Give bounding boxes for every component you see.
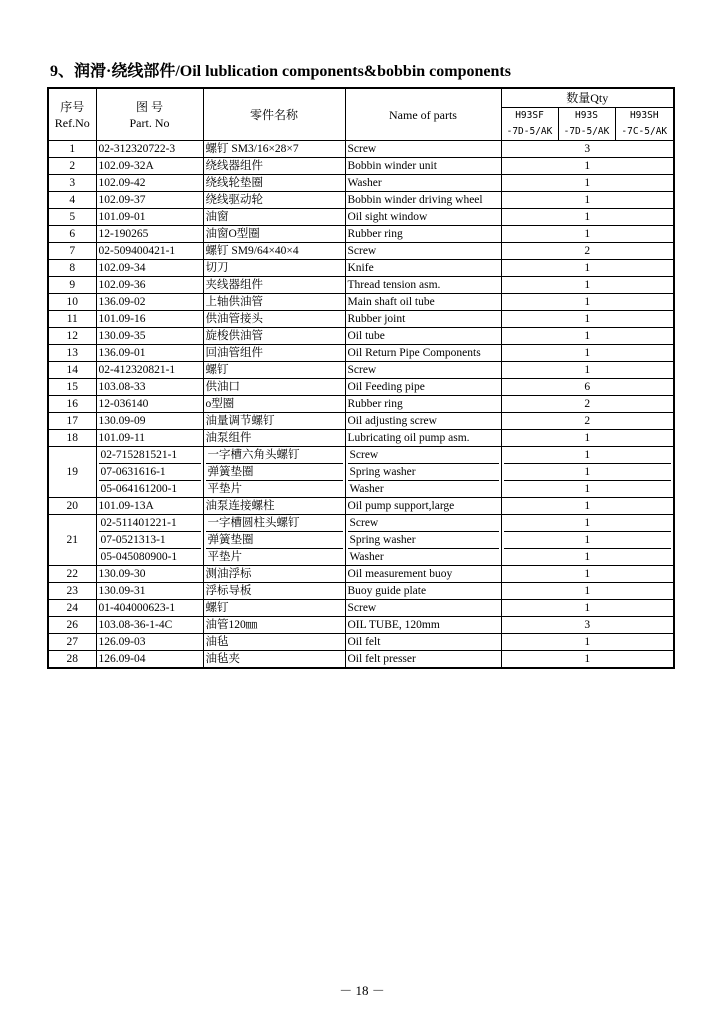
part-no-cell: [96, 515, 203, 566]
ref-no-cell: 20: [48, 498, 96, 515]
table-row: [48, 311, 674, 328]
qty-cell: 3: [501, 617, 674, 634]
name-en-cell: Screw: [345, 141, 501, 158]
table-row: [48, 328, 674, 345]
part-no-cell: 12-036140: [96, 396, 203, 413]
ref-no-cell: 27: [48, 634, 96, 651]
header-part-en: Part. No: [129, 115, 170, 130]
ref-no-cell: 12: [48, 328, 96, 345]
ref-no-cell: 1: [48, 141, 96, 158]
table-row: [48, 209, 674, 226]
qty-cell: 1: [501, 566, 674, 583]
qty-cell: 1: [501, 277, 674, 294]
model-1-line2: -7D-5/AK: [506, 126, 553, 137]
name-en-cell: Lubricating oil pump asm.: [345, 430, 501, 447]
name-en-cell: [345, 447, 501, 498]
ref-no-cell: 6: [48, 226, 96, 243]
header-name-en: Name of parts: [345, 88, 501, 141]
qty-cell: 1: [501, 158, 674, 175]
qty-cell: 6: [501, 379, 674, 396]
name-cn-cell: o型圈: [203, 396, 345, 413]
name-en-cell: Main shaft oil tube: [345, 294, 501, 311]
part-no-cell: 102.09-34: [96, 260, 203, 277]
ref-no-cell: 16: [48, 396, 96, 413]
table-row: [48, 226, 674, 243]
name-cn-line: 一字槽六角头螺钉: [207, 449, 300, 461]
part-no-line: 07-0521313-1: [99, 531, 201, 548]
name-en-line: Spring washer: [348, 463, 499, 480]
name-en-cell: Thread tension asm.: [345, 277, 501, 294]
qty-cell: [501, 447, 674, 498]
name-cn-cell: 切刀: [203, 260, 345, 277]
qty-cell: 1: [501, 634, 674, 651]
qty-line: 1: [504, 480, 672, 497]
header-model-3: [615, 108, 674, 141]
part-no-cell: 102.09-36: [96, 277, 203, 294]
name-en-line: Spring washer: [348, 531, 499, 548]
parts-table-body: [48, 141, 674, 669]
name-en-cell: Oil sight window: [345, 209, 501, 226]
name-cn-cell: 油量调节螺钉: [203, 413, 345, 430]
table-row: [48, 141, 674, 158]
part-no-line: 05-045080900-1: [99, 548, 201, 565]
part-no-cell: 126.09-03: [96, 634, 203, 651]
name-en-cell: Rubber ring: [345, 226, 501, 243]
ref-no-cell: 17: [48, 413, 96, 430]
name-en-cell: Rubber joint: [345, 311, 501, 328]
name-en-cell: Knife: [345, 260, 501, 277]
qty-cell: [501, 515, 674, 566]
qty-cell: 1: [501, 192, 674, 209]
qty-line: 1: [584, 517, 591, 529]
name-cn-cell: 螺钉 SM9/64×40×4: [203, 243, 345, 260]
table-row: [48, 345, 674, 362]
qty-cell: 1: [501, 583, 674, 600]
table-row: [48, 243, 674, 260]
model-3-line2: -7C-5/AK: [621, 126, 668, 137]
model-2-line1: H93S: [575, 110, 598, 121]
name-cn-cell: 螺钉: [203, 362, 345, 379]
table-row: [48, 583, 674, 600]
name-en-line: Washer: [348, 548, 499, 565]
table-row: [48, 158, 674, 175]
qty-cell: 2: [501, 396, 674, 413]
ref-no-cell: 15: [48, 379, 96, 396]
ref-no-cell: 28: [48, 651, 96, 669]
name-en-cell: Rubber ring: [345, 396, 501, 413]
part-no-cell: 136.09-02: [96, 294, 203, 311]
name-cn-cell: 油毡: [203, 634, 345, 651]
ref-no-cell: 18: [48, 430, 96, 447]
part-no-cell: 103.08-36-1-4C: [96, 617, 203, 634]
ref-no-cell: 19: [48, 447, 96, 498]
name-cn-cell: 油泵连接螺柱: [203, 498, 345, 515]
name-en-cell: Oil Feeding pipe: [345, 379, 501, 396]
name-en-cell: Screw: [345, 362, 501, 379]
name-en-cell: Washer: [345, 175, 501, 192]
ref-no-cell: 14: [48, 362, 96, 379]
model-2-line2: -7D-5/AK: [563, 126, 610, 137]
name-en-line: Washer: [348, 480, 499, 497]
name-cn-line: 平垫片: [206, 480, 343, 497]
ref-no-cell: 3: [48, 175, 96, 192]
name-cn-line: 平垫片: [206, 548, 343, 565]
name-en-cell: [345, 515, 501, 566]
table-row: [48, 600, 674, 617]
name-cn-cell: 旋梭供油管: [203, 328, 345, 345]
qty-line: 1: [504, 531, 672, 548]
part-no-cell: 103.08-33: [96, 379, 203, 396]
part-no-line: 02-715281521-1: [100, 449, 178, 461]
ref-no-cell: 10: [48, 294, 96, 311]
part-no-cell: 101.09-16: [96, 311, 203, 328]
qty-cell: 2: [501, 243, 674, 260]
qty-cell: 1: [501, 209, 674, 226]
name-en-cell: Buoy guide plate: [345, 583, 501, 600]
name-en-cell: OIL TUBE, 120mm: [345, 617, 501, 634]
ref-no-cell: 9: [48, 277, 96, 294]
name-cn-cell: 浮标导板: [203, 583, 345, 600]
table-row: [48, 396, 674, 413]
name-cn-cell: 绕线器组件: [203, 158, 345, 175]
name-cn-cell: 螺钉: [203, 600, 345, 617]
name-cn-cell: 供油口: [203, 379, 345, 396]
name-cn-cell: 供油管接头: [203, 311, 345, 328]
name-cn-cell: 油管120㎜: [203, 617, 345, 634]
page-title: 9、润滑·绕线部件/Oil lublication components&bobbin components: [50, 63, 511, 80]
qty-cell: 1: [501, 328, 674, 345]
name-cn-cell: 油毡夹: [203, 651, 345, 669]
header-part-no: [96, 88, 203, 141]
name-cn-cell: 测油浮标: [203, 566, 345, 583]
table-row: [48, 413, 674, 430]
name-en-cell: Oil Return Pipe Components: [345, 345, 501, 362]
name-cn-cell: 回油管组件: [203, 345, 345, 362]
part-no-cell: 02-312320722-3: [96, 141, 203, 158]
part-no-cell: 102.09-42: [96, 175, 203, 192]
name-cn-cell: 夹线器组件: [203, 277, 345, 294]
qty-cell: 2: [501, 413, 674, 430]
qty-cell: 1: [501, 260, 674, 277]
name-en-cell: Bobbin winder driving wheel: [345, 192, 501, 209]
qty-line: 1: [504, 463, 672, 480]
header-name-cn: 零件名称: [203, 88, 345, 141]
part-no-cell: 130.09-09: [96, 413, 203, 430]
part-no-cell: [96, 447, 203, 498]
ref-no-cell: 13: [48, 345, 96, 362]
name-en-cell: Screw: [345, 243, 501, 260]
ref-no-cell: 26: [48, 617, 96, 634]
part-no-cell: 102.09-32A: [96, 158, 203, 175]
part-no-cell: 02-509400421-1: [96, 243, 203, 260]
name-en-line: Screw: [349, 517, 379, 529]
name-en-cell: Oil pump support,large: [345, 498, 501, 515]
header-qty: 数量Qty: [501, 88, 674, 108]
name-cn-cell: 上轴供油管: [203, 294, 345, 311]
name-cn-cell: 绕线驱动轮: [203, 192, 345, 209]
qty-cell: 1: [501, 226, 674, 243]
table-row: [48, 175, 674, 192]
name-en-cell: Oil measurement buoy: [345, 566, 501, 583]
part-no-cell: 130.09-31: [96, 583, 203, 600]
part-no-cell: 02-412320821-1: [96, 362, 203, 379]
ref-no-cell: 8: [48, 260, 96, 277]
name-en-cell: Oil felt: [345, 634, 501, 651]
table-row: [48, 634, 674, 651]
table-row: [48, 651, 674, 669]
part-no-cell: 101.09-01: [96, 209, 203, 226]
name-en-cell: Bobbin winder unit: [345, 158, 501, 175]
part-no-line: 07-0631616-1: [99, 463, 201, 480]
qty-cell: 1: [501, 651, 674, 669]
qty-cell: 1: [501, 175, 674, 192]
part-no-cell: 12-190265: [96, 226, 203, 243]
part-no-cell: 130.09-30: [96, 566, 203, 583]
name-en-cell: Oil felt presser: [345, 651, 501, 669]
model-1-line1: H93SF: [515, 110, 544, 121]
header-part-cn: 图 号: [135, 99, 163, 114]
part-no-cell: 101.09-11: [96, 430, 203, 447]
part-no-cell: 126.09-04: [96, 651, 203, 669]
qty-cell: 1: [501, 311, 674, 328]
name-en-cell: Oil adjusting screw: [345, 413, 501, 430]
part-no-cell: 101.09-13A: [96, 498, 203, 515]
ref-no-cell: 11: [48, 311, 96, 328]
name-cn-line: 一字槽圆柱头螺钉: [207, 517, 300, 529]
header-model-2: [558, 108, 615, 141]
part-no-cell: 136.09-01: [96, 345, 203, 362]
part-no-line: 05-064161200-1: [99, 480, 201, 497]
qty-line: 1: [504, 548, 672, 565]
name-cn-cell: 油泵组件: [203, 430, 345, 447]
ref-no-cell: 21: [48, 515, 96, 566]
name-cn-line: 弹簧垫圈: [206, 531, 343, 548]
table-row: [48, 362, 674, 379]
part-no-line: 02-511401221-1: [100, 517, 177, 529]
name-cn-cell: 油窗O型圈: [203, 226, 345, 243]
name-cn-cell: [203, 447, 345, 498]
ref-no-cell: 5: [48, 209, 96, 226]
table-row: [48, 379, 674, 396]
part-no-cell: 130.09-35: [96, 328, 203, 345]
qty-line: 1: [584, 449, 591, 461]
name-cn-cell: 绕线轮垫圈: [203, 175, 345, 192]
table-row: [48, 430, 674, 447]
part-no-cell: 01-404000623-1: [96, 600, 203, 617]
ref-no-cell: 4: [48, 192, 96, 209]
header-model-1: [501, 108, 558, 141]
name-cn-cell: 螺钉 SM3/16×28×7: [203, 141, 345, 158]
qty-cell: 1: [501, 294, 674, 311]
qty-cell: 1: [501, 345, 674, 362]
name-en-cell: Screw: [345, 600, 501, 617]
ref-no-cell: 24: [48, 600, 96, 617]
page-number: － 18 －: [339, 983, 385, 998]
model-3-line1: H93SH: [629, 110, 659, 121]
table-row: [48, 294, 674, 311]
qty-cell: 1: [501, 362, 674, 379]
name-cn-cell: [203, 515, 345, 566]
name-cn-cell: 油窗: [203, 209, 345, 226]
parts-table: [47, 87, 675, 669]
table-row: [48, 260, 674, 277]
table-row: [48, 498, 674, 515]
qty-cell: 1: [501, 430, 674, 447]
table-row: [48, 192, 674, 209]
ref-no-cell: 7: [48, 243, 96, 260]
name-en-cell: Oil tube: [345, 328, 501, 345]
table-row: [48, 515, 674, 566]
ref-no-cell: 2: [48, 158, 96, 175]
qty-cell: 1: [501, 600, 674, 617]
qty-cell: 3: [501, 141, 674, 158]
header-ref-en: Ref.No: [54, 115, 90, 130]
qty-cell: 1: [501, 498, 674, 515]
name-en-line: Screw: [349, 449, 379, 461]
table-row: [48, 447, 674, 498]
ref-no-cell: 23: [48, 583, 96, 600]
name-cn-line: 弹簧垫圈: [206, 463, 343, 480]
table-row: [48, 566, 674, 583]
header-ref: [48, 88, 96, 141]
table-row: [48, 277, 674, 294]
part-no-cell: 102.09-37: [96, 192, 203, 209]
ref-no-cell: 22: [48, 566, 96, 583]
header-ref-cn: 序号: [60, 99, 85, 114]
table-row: [48, 617, 674, 634]
